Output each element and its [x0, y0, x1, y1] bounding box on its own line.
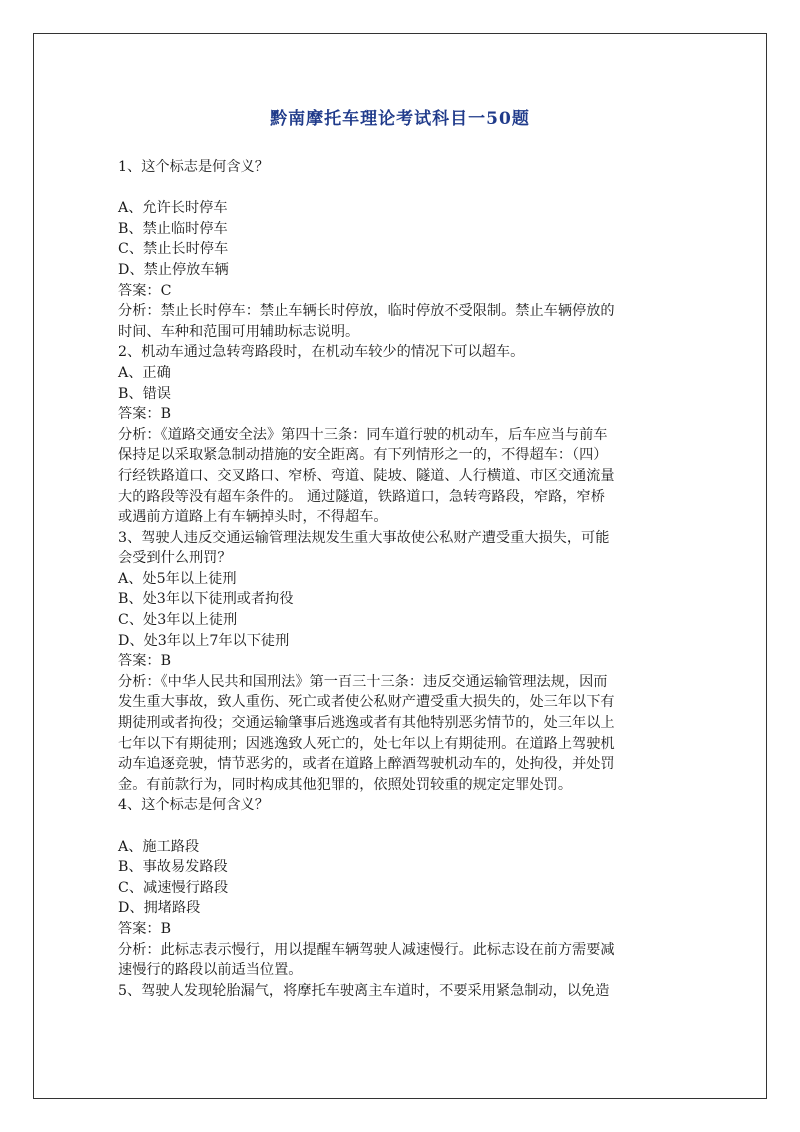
q2-analysis-line: 大的路段等没有超车条件的。 通过隧道，铁路道口，急转弯路段，窄路，窄桥 [118, 488, 605, 505]
q3-option-b: B、处3年以下徒刑或者拘役 [118, 591, 294, 608]
q3-analysis-line: 动车追逐竞驶，情节恶劣的，或者在道路上醉酒驾驶机动车的，处拘役，并处罚 [118, 756, 615, 773]
question-2-text: 2、机动车通过急转弯路段时，在机动车较少的情况下可以超车。 [118, 344, 525, 361]
q2-analysis-line: 保持足以采取紧急制动措施的安全距离。有下列情形之一的，不得超车：（四） [118, 447, 608, 464]
question-3-text-line: 会受到什么刑罚？ [118, 550, 232, 567]
q4-option-b: B、事故易发路段 [118, 859, 228, 876]
question-3-text-line: 3、驾驶人违反交通运输管理法规发生重大事故使公私财产遭受重大损失，可能 [118, 529, 610, 546]
q1-option-a: A、允许长时停车 [118, 200, 228, 217]
q4-option-d: D、拥堵路段 [118, 900, 201, 917]
q2-answer: 答案：B [118, 406, 171, 423]
q2-analysis-line: 分析：《道路交通安全法》第四十三条：同车道行驶的机动车，后车应当与前车 [118, 426, 608, 443]
q1-analysis-line: 分析：禁止长时停车：禁止车辆长时停放，临时停放不受限制。禁止车辆停放的 [118, 303, 615, 320]
q3-answer: 答案：B [118, 653, 171, 670]
image-placeholder-gap [118, 178, 688, 199]
q3-analysis-line: 发生重大事故，致人重伤、死亡或者使公私财产遭受重大损失的，处三年以下有 [118, 694, 615, 711]
q2-analysis-line: 行经铁路道口、交叉路口、窄桥、弯道、陡坡、隧道、人行横道、市区交通流量 [118, 467, 615, 484]
q1-option-c: C、禁止长时停车 [118, 241, 229, 258]
question-1-text: 1、这个标志是何含义？ [118, 159, 269, 175]
q4-analysis-line: 分析：此标志表示慢行，用以提醒车辆驾驶人减速慢行。此标志设在前方需要减 [118, 941, 615, 958]
q3-analysis-line: 七年以下有期徒刑；因逃逸致人死亡的，处七年以上有期徒刑。在道路上驾驶机 [118, 735, 615, 752]
q3-analysis-line: 金。有前款行为，同时构成其他犯罪的，依照处罚较重的规定定罪处罚。 [118, 776, 573, 793]
q3-option-a: A、处5年以上徒刑 [118, 570, 237, 587]
q2-analysis-line: 或遇前方道路上有车辆掉头时，不得超车。 [118, 509, 388, 526]
q1-option-b: B、禁止临时停车 [118, 220, 228, 237]
q3-option-c: C、处3年以上徒刑 [118, 612, 238, 629]
q3-option-d: D、处3年以上7年以下徒刑 [118, 632, 290, 649]
question-5-text: 5、驾驶人发现轮胎漏气，将摩托车驶离主车道时，不要采用紧急制动，以免造 [118, 982, 610, 999]
q4-analysis-line: 速慢行的路段以前适当位置。 [118, 962, 303, 979]
q3-analysis-line: 分析：《中华人民共和国刑法》第一百三十三条：违反交通运输管理法规，因而 [118, 673, 608, 690]
q3-analysis-line: 期徒刑或者拘役；交通运输肇事后逃逸或者有其他特别恶劣情节的，处三年以上 [118, 715, 615, 732]
q4-option-c: C、减速慢行路段 [118, 879, 229, 896]
image-placeholder-gap [118, 816, 688, 837]
document-body [118, 157, 688, 1001]
document-title: 黔南摩托车理论考试科目一50题 [270, 109, 530, 129]
q1-option-d: D、禁止停放车辆 [118, 261, 229, 278]
q4-option-a: A、施工路段 [118, 838, 200, 855]
question-4-text: 4、这个标志是何含义？ [118, 797, 269, 814]
q4-answer: 答案：B [118, 920, 171, 937]
q2-option-b: B、错误 [118, 385, 171, 402]
q1-answer: 答案：C [118, 282, 172, 299]
q2-option-a: A、正确 [118, 364, 171, 381]
q1-analysis-line: 时间、车种和范围可用辅助标志说明。 [118, 323, 360, 340]
